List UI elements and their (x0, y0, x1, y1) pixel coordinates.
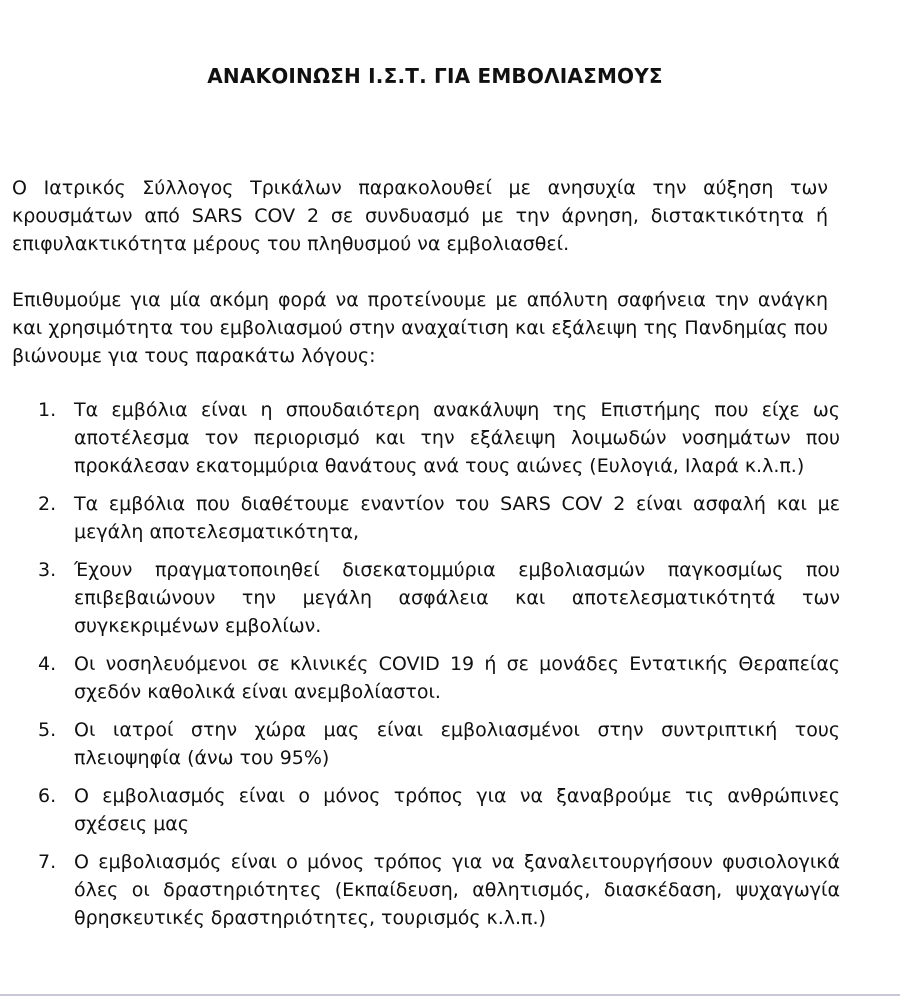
list-item (0, 396, 840, 480)
list-item-number: 1. (38, 399, 57, 421)
purpose-paragraph: Επιθυμούμε για μία ακόμη φορά να προτείνουμε με απόλυτη σαφήνεια την ανάγκη και χρησιμότητα του εμβολιασμού στην αναχαίτιση και εξάλειψη της Πανδημίας που βιώνουμε για τους παρακάτω λόγους: (12, 289, 828, 367)
list-item-text: Ο εμβολιασμός είναι ο μόνος τρόπος για να ξαναβρούμε τις ανθρώπινες σχέσεις μας (74, 785, 840, 835)
list-item (0, 782, 840, 838)
list-item-text: Οι νοσηλευόμενοι σε κλινικές COVID 19 ή σε μονάδες Εντατικής Θεραπείας σχεδόν καθολικά είναι ανεμβολίαστοι. (74, 653, 840, 703)
list-item (0, 650, 840, 706)
list-item-number: 2. (38, 493, 57, 515)
list-item-number: 7. (38, 851, 57, 873)
list-item-text: Ο εμβολιασμός είναι ο μόνος τρόπος για να ξαναλειτουργήσουν φυσιολογικά όλες οι δραστηριότητες (Εκπαίδευση, αθλητισμός, διασκέδαση, ψυχαγωγία θρησκευτικές δραστηριότητες, τουρισμός κ.λ.π.) (74, 851, 840, 929)
list-item-text: Οι ιατροί στην χώρα μας είναι εμβολιασμένοι στην συντριπτική τους πλειοψηφία (άνω του 95%) (74, 719, 840, 769)
list-item-number: 6. (38, 785, 57, 807)
list-item-number: 3. (38, 559, 57, 581)
list-item-text: Τα εμβόλια που διαθέτουμε εναντίον του SARS COV 2 είναι ασφαλή και με μεγάλη αποτελεσματικότητα, (74, 493, 840, 543)
page-bottom-divider (0, 994, 900, 996)
list-item (0, 490, 840, 546)
list-item (0, 556, 840, 640)
list-item-number: 5. (38, 719, 57, 741)
intro-paragraph: Ο Ιατρικός Σύλλογος Τρικάλων παρακολουθεί με ανησυχία την αύξηση των κρουσμάτων από SARS COV 2 σε συνδυασμό με την άρνηση, διστακτικότητα ή επιφυλακτικότητα μέρους του πληθυσμού να εμβολιασθεί. (12, 177, 828, 255)
reasons-list (0, 396, 840, 942)
list-item-text: Έχουν πραγματοποιηθεί δισεκατομμύρια εμβολιασμών παγκοσμίως που επιβεβαιώνουν την μεγάλη ασφάλεια και αποτελεσματικότητά των συγκεκριμένων εμβολίων. (74, 559, 840, 637)
document-title: ΑΝΑΚΟΙΝΩΣΗ Ι.Σ.Τ. ΓΙΑ ΕΜΒΟΛΙΑΣΜΟΥΣ (207, 64, 663, 88)
list-item (0, 848, 840, 932)
list-item (0, 716, 840, 772)
list-item-text: Τα εμβόλια είναι η σπουδαιότερη ανακάλυψη της Επιστήμης που είχε ως αποτέλεσμα τον περιορισμό και την εξάλειψη λοιμωδών νοσημάτων που προκάλεσαν εκατομμύρια θανάτους ανά τους αιώνες (Ευλογιά, Ιλαρά κ.λ.π.) (74, 399, 840, 477)
list-item-number: 4. (38, 653, 57, 675)
